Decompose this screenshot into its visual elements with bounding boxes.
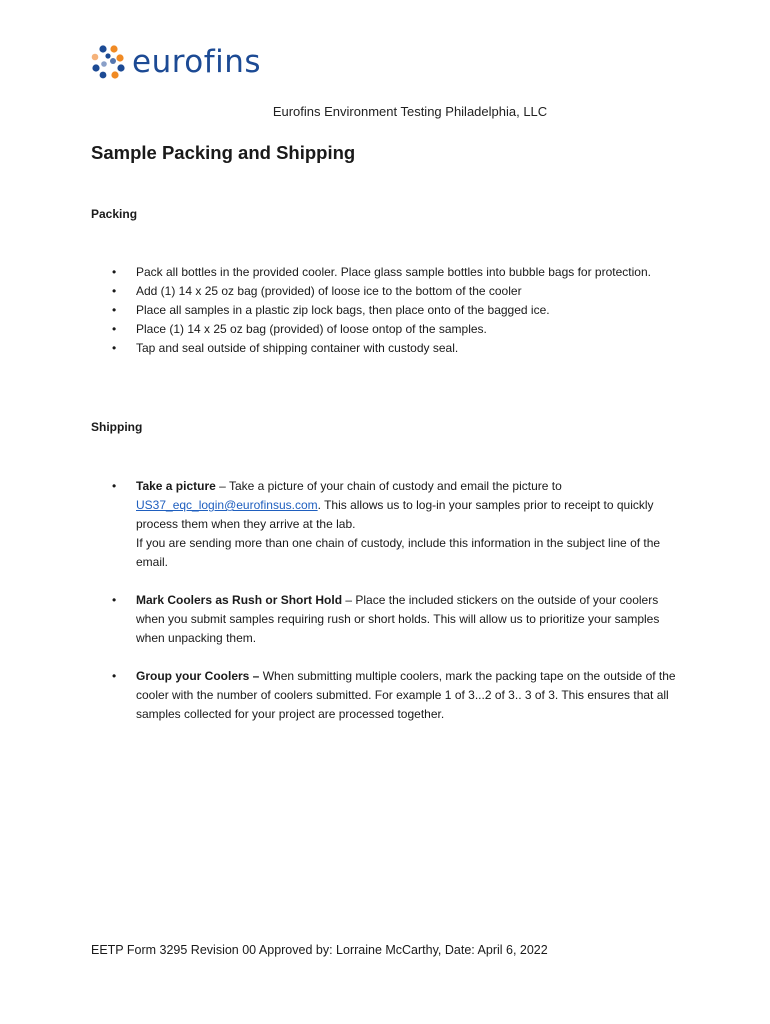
shipping-list [112, 477, 682, 743]
list-item: • Add (1) 14 x 25 oz bag (provided) of loose ice to the bottom of the cooler [112, 282, 682, 301]
list-item: • Place all samples in a plastic zip lock bags, then place onto of the bagged ice. [112, 301, 682, 320]
form-footer: EETP Form 3295 Revision 00 Approved by: Lorraine McCarthy, Date: April 6, 2022 [91, 943, 548, 957]
eurofins-logo-icon [90, 44, 126, 80]
packing-list [112, 263, 682, 358]
list-item-mark-coolers: • Mark Coolers as Rush or Short Hold – Place the included stickers on the outside of your coolers when you submit samples requiring rush or short holds. This will allow us to prioritize your samples when unpacking them. [112, 593, 660, 645]
bullet-icon: • [112, 593, 117, 607]
shipping-heading: Shipping [91, 420, 143, 434]
bullet-icon: • [112, 669, 117, 683]
page-title: Sample Packing and Shipping [91, 142, 356, 163]
list-item: • Pack all bottles in the provided cooler. Place glass sample bottles into bubble bags for protection. [112, 263, 682, 282]
eurofins-logo [90, 44, 261, 80]
email-link[interactable]: US37_eqc_login@eurofinsus.com [136, 498, 318, 512]
list-item-group-coolers: • Group your Coolers – When submitting multiple coolers, mark the packing tape on the outside of the cooler with the number of coolers submitted. For example 1 of 3...2 of 3.. 3 of 3. This ensures that all samples collected for your project are processed together. [112, 669, 676, 721]
item-label: Group your Coolers – [136, 669, 260, 683]
item-label: Take a picture [136, 479, 216, 493]
bullet-icon: • [112, 265, 117, 279]
list-item: • Place (1) 14 x 25 oz bag (provided) of loose ontop of the samples. [112, 320, 682, 339]
bullet-icon: • [112, 322, 117, 336]
bullet-icon: • [112, 341, 117, 355]
packing-heading: Packing [91, 207, 138, 221]
list-item-take-picture: • Take a picture – Take a picture of your chain of custody and email the picture to US37_eqc_login@eurofinsus.com. This allows us to log-in your samples prior to receipt to quickly process them when they arrive at the lab. If you are sending more than one chain of custody, include this information in the subject line of the email. [112, 479, 661, 569]
list-item: • Tap and seal outside of shipping container with custody seal. [112, 339, 682, 358]
bullet-icon: • [112, 303, 117, 317]
logo-text: eurofins [132, 43, 262, 80]
bullet-icon: • [112, 479, 117, 493]
bullet-icon: • [112, 284, 117, 298]
company-name: Eurofins Environment Testing Philadelphia, LLC [272, 104, 548, 119]
item-label: Mark Coolers as Rush or Short Hold [136, 593, 343, 607]
